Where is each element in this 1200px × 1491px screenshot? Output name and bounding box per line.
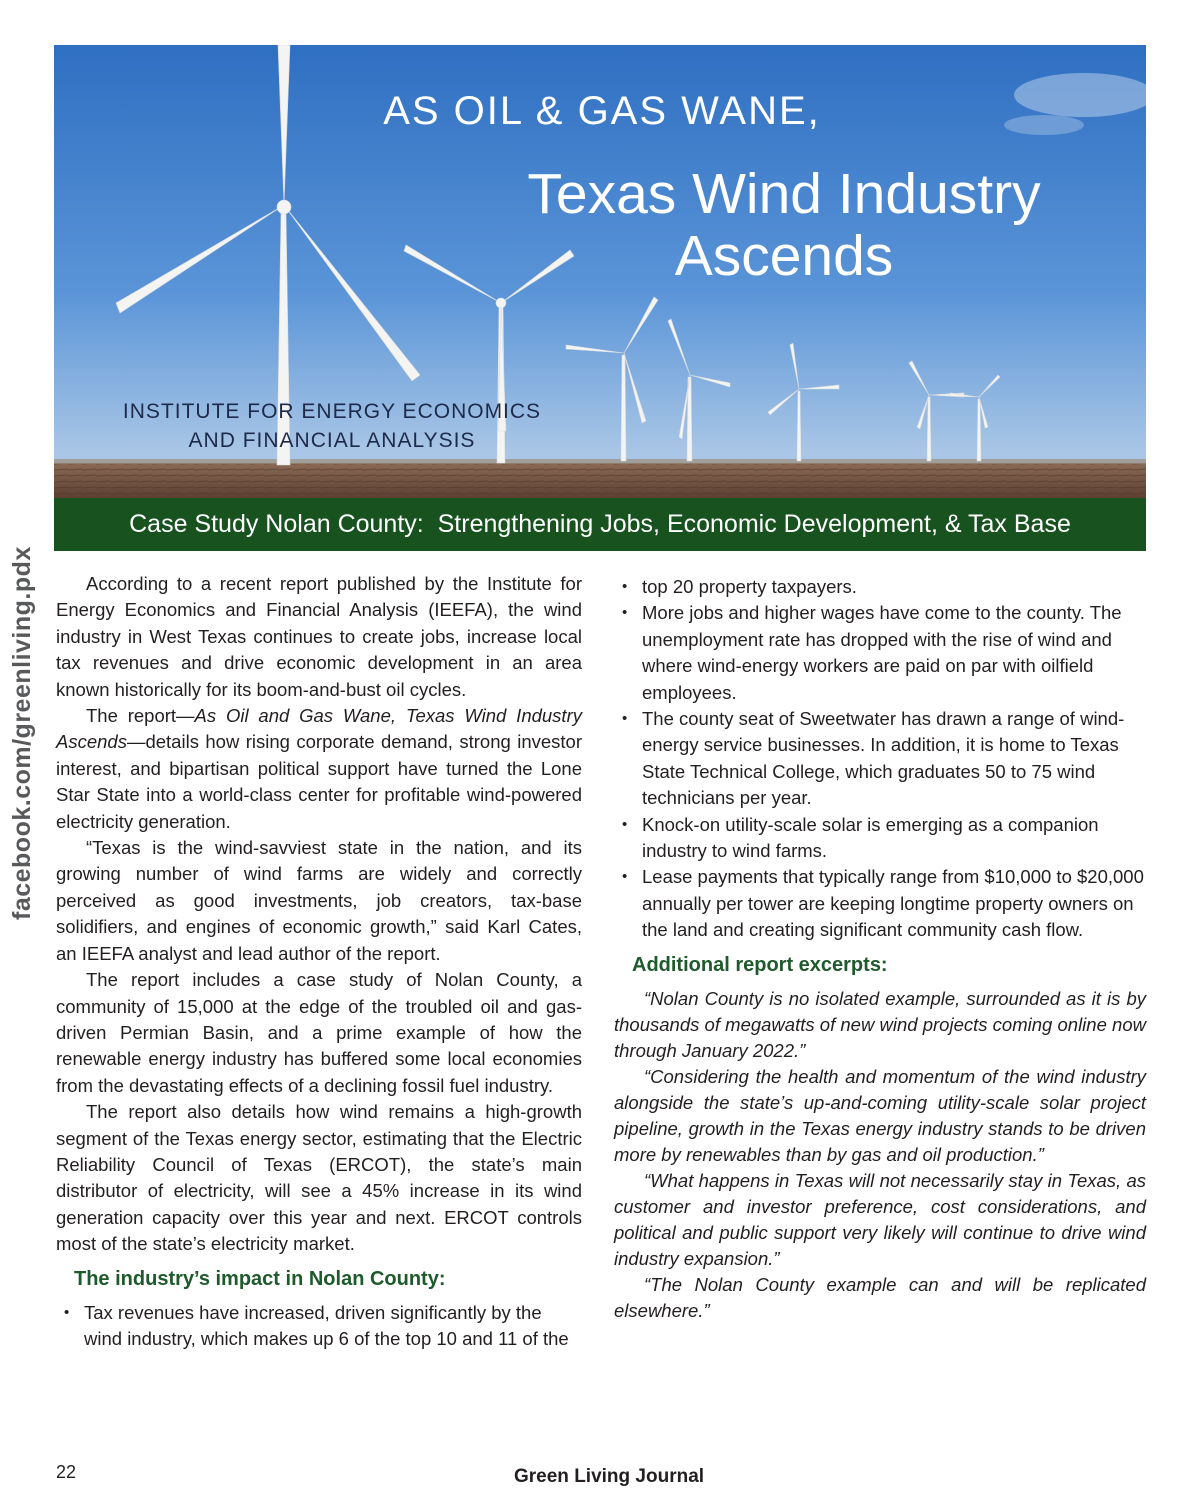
excerpt-quote: “Considering the health and momentum of the wind industry alongside the state’s up-and-coming utility-scale solar project pipeline, growth in the Texas energy industry stands to be driven more by renewables than by gas and oil production.” (614, 1065, 1146, 1165)
case-study-banner: Case Study Nolan County: Strengthening Jobs, Economic Development, & Tax Base (54, 498, 1146, 551)
report-title: As Oil and Gas Wane, Texas Wind Industry Ascends (56, 705, 582, 753)
left-column (56, 571, 582, 1352)
source-credit-line-1: INSTITUTE FOR ENERGY ECONOMICS (122, 400, 542, 423)
paragraph: The report includes a case study of Nolan County, a community of 15,000 at the edge of the troubled oil and gas-driven Permian Basin, and a prime example of how the renewable energy industry has buffered some local economies from the devastating effects of a declining fossil fuel industry. (56, 969, 582, 1096)
publication-name: Green Living Journal (514, 1466, 705, 1487)
excerpt-quote: “The Nolan County example can and will be replicated elsewhere.” (614, 1273, 1146, 1321)
list-item: • More jobs and higher wages have come to the county. The unemployment rate has dropped with the rise of wind and where wind-energy workers are paid on par with oilfield employees. (614, 600, 1146, 706)
section-heading-impact: The industry’s impact in Nolan County: (74, 1267, 446, 1290)
paragraph: “Texas is the wind-savviest state in the nation, and its growing number of wind farms are widely and correctly perceived as good investments, job creators, tax-base solidifiers, and engines of economic growth,” said Karl Cates, an IEEFA analyst and lead author of the report. (56, 837, 582, 964)
hero-image (54, 45, 1146, 498)
right-column (614, 574, 1146, 1324)
list-item: • The county seat of Sweetwater has drawn a range of wind-energy service businesses. In addition, it is home to Texas State Technical College, which graduates 50 to 75 wind technicians per year. (614, 706, 1146, 812)
excerpt-quote: “Nolan County is no isolated example, surrounded as it is by thousands of megawatts of new wind projects coming online now through January 2022.” (614, 987, 1146, 1061)
headline-kicker: AS OIL & GAS WANE, (383, 89, 821, 133)
paragraph: The report also details how wind remains a high-growth segment of the Texas energy sector, estimating that the Electric Reliability Council of Texas (ERCOT), the state’s main distributor of electricity, will see a 45% increase in its wind generation capacity over this year and next. ERCOT controls most of the state’s electricity market. (56, 1101, 582, 1255)
headline-title (434, 163, 1134, 287)
impact-list-more (614, 600, 1146, 943)
page-number: 22 (56, 1462, 77, 1482)
list-item: • Lease payments that typically range from $10,000 to $20,000 annually per tower are keeping longtime property owners on the land and creating significant community cash flow. (614, 864, 1146, 943)
list-item: • Tax revenues have increased, driven significantly by the wind industry, which makes up 6 of the top 10 and 11 of the (56, 1300, 582, 1353)
paragraph: According to a recent report published by the Institute for Energy Economics and Financial Analysis (IEEFA), the wind industry in West Texas continues to create jobs, increase local tax revenues and drive economic development in an area known historically for its boom-and-bust oil cycles. (56, 573, 582, 700)
headline-title-line-2: Ascends (674, 224, 894, 288)
source-credit-line-2: AND FINANCIAL ANALYSIS (188, 429, 476, 452)
impact-list-continued (614, 574, 1146, 600)
facebook-url[interactable]: facebook.com/greenliving.pdx (8, 546, 36, 920)
list-item-continuation: • top 20 property taxpayers. (614, 574, 1146, 600)
headline-title-line-1: Texas Wind Industry (527, 162, 1041, 226)
list-item: • Knock-on utility-scale solar is emerging as a companion industry to wind farms. (614, 812, 1146, 865)
paragraph: The report—As Oil and Gas Wane, Texas Wind Industry Ascends—details how rising corporate demand, strong investor interest, and bipartisan political support have turned the Lone Star State into a world-class center for profitable wind-powered electricity generation. (56, 705, 582, 832)
excerpt-quote: “What happens in Texas will not necessarily stay in Texas, as customer and investor preference, cost considerations, and political and public support very likely will continue to drive wind industry expansion.” (614, 1169, 1146, 1269)
source-credit (92, 397, 572, 455)
impact-list (56, 1300, 582, 1353)
section-heading-excerpts: Additional report excerpts: (632, 953, 888, 976)
